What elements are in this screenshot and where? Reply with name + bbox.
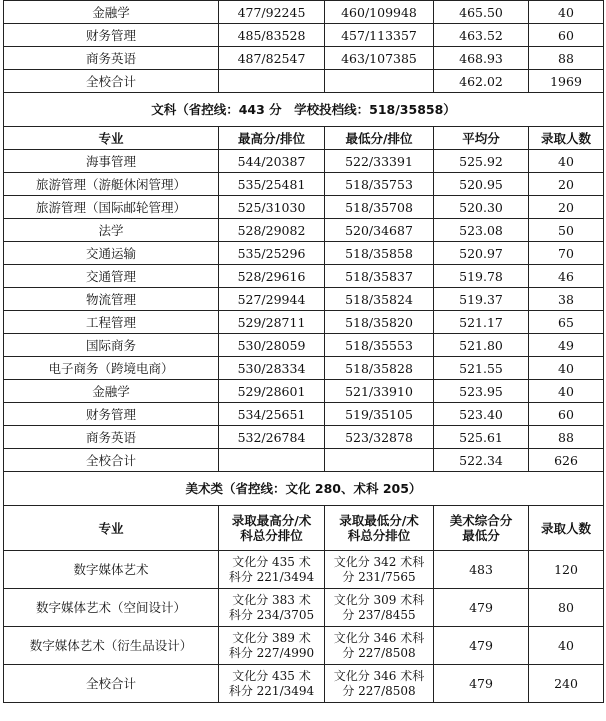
max-score-cell: 544/20387 [219, 150, 325, 173]
max-score-cell: 529/28601 [219, 380, 325, 403]
max-line2: 科分 227/4990 [228, 645, 315, 660]
major-cell: 交通运输 [4, 242, 219, 265]
count-cell: 120 [529, 551, 604, 589]
table-row [4, 219, 604, 242]
avg-score-cell: 523.40 [434, 403, 529, 426]
min-score-cell: 518/35553 [325, 334, 434, 357]
avg-score-cell: 521.55 [434, 357, 529, 380]
count-cell: 70 [529, 242, 604, 265]
header-max [219, 506, 325, 551]
avg-score-cell: 521.80 [434, 334, 529, 357]
art-score-cell: 483 [434, 551, 529, 589]
table-row [4, 24, 604, 47]
max-line2: 科分 234/3705 [228, 607, 315, 622]
count-cell: 40 [529, 357, 604, 380]
count-cell: 240 [529, 665, 604, 703]
header-major: 专业 [4, 127, 219, 150]
max-score-cell: 528/29082 [219, 219, 325, 242]
table-row [4, 627, 604, 665]
min-score-cell [325, 665, 434, 703]
count-cell: 50 [529, 219, 604, 242]
major-cell: 物流管理 [4, 288, 219, 311]
max-score-cell: 528/29616 [219, 265, 325, 288]
header-max-line1: 录取最高分/术 [231, 513, 312, 528]
count-cell: 40 [529, 1, 604, 24]
max-score-cell [219, 589, 325, 627]
table-row [4, 334, 604, 357]
header-count: 录取人数 [529, 506, 604, 551]
header-count: 录取人数 [529, 127, 604, 150]
avg-score-cell: 521.17 [434, 311, 529, 334]
count-cell: 49 [529, 334, 604, 357]
max-score-cell [219, 627, 325, 665]
table-row [4, 47, 604, 70]
major-cell: 商务英语 [4, 426, 219, 449]
major-cell: 金融学 [4, 380, 219, 403]
art-score-cell: 479 [434, 627, 529, 665]
max-score-cell [219, 70, 325, 93]
min-line1: 文化分 346 术科 [333, 668, 425, 683]
max-score-cell: 529/28711 [219, 311, 325, 334]
table-row [4, 150, 604, 173]
major-cell: 数字媒体艺术（空间设计） [4, 589, 219, 627]
max-score-cell: 527/29944 [219, 288, 325, 311]
min-score-cell: 518/35858 [325, 242, 434, 265]
admission-table [3, 0, 604, 703]
arts-section-title: 文科（省控线：443 分 学校投档线：518/35858） [4, 93, 604, 127]
count-cell: 626 [529, 449, 604, 472]
major-cell: 旅游管理（国际邮轮管理） [4, 196, 219, 219]
max-line2: 科分 221/3494 [228, 569, 315, 584]
count-cell: 40 [529, 627, 604, 665]
count-cell: 1969 [529, 70, 604, 93]
min-score-cell: 518/35837 [325, 265, 434, 288]
min-score-cell [325, 70, 434, 93]
max-score-cell: 535/25481 [219, 173, 325, 196]
count-cell: 88 [529, 47, 604, 70]
avg-score-cell: 520.30 [434, 196, 529, 219]
table-row [4, 242, 604, 265]
max-line1: 文化分 389 术 [232, 630, 311, 645]
table-row [4, 426, 604, 449]
avg-score-cell: 519.37 [434, 288, 529, 311]
min-line2: 分 227/8508 [342, 683, 416, 698]
min-score-cell: 518/35753 [325, 173, 434, 196]
min-score-cell: 518/35824 [325, 288, 434, 311]
min-score-cell: 522/33391 [325, 150, 434, 173]
max-score-cell: 532/26784 [219, 426, 325, 449]
count-cell: 65 [529, 311, 604, 334]
header-score-line1: 美术综合分 [449, 513, 513, 528]
header-row [4, 127, 604, 150]
avg-score-cell: 523.95 [434, 380, 529, 403]
major-cell: 全校合计 [4, 665, 219, 703]
avg-score-cell: 520.95 [434, 173, 529, 196]
max-score-cell: 485/83528 [219, 24, 325, 47]
min-score-cell: 520/34687 [325, 219, 434, 242]
min-score-cell [325, 589, 434, 627]
count-cell: 80 [529, 589, 604, 627]
table-row [4, 311, 604, 334]
count-cell: 46 [529, 265, 604, 288]
max-score-cell: 530/28059 [219, 334, 325, 357]
avg-score-cell: 525.92 [434, 150, 529, 173]
table-row [4, 1, 604, 24]
fine-arts-section-title: 美术类（省控线：文化 280、术科 205） [4, 472, 604, 506]
min-line2: 分 237/8455 [342, 607, 416, 622]
header-avg: 平均分 [434, 127, 529, 150]
max-score-cell [219, 665, 325, 703]
avg-score-cell: 520.97 [434, 242, 529, 265]
count-cell: 60 [529, 403, 604, 426]
count-cell: 40 [529, 380, 604, 403]
max-score-cell [219, 551, 325, 589]
min-line1: 文化分 346 术科 [333, 630, 425, 645]
art-score-cell: 479 [434, 589, 529, 627]
min-score-cell: 518/35820 [325, 311, 434, 334]
header-min-line1: 录取最低分/术 [339, 513, 419, 528]
min-score-cell [325, 449, 434, 472]
major-cell: 海事管理 [4, 150, 219, 173]
min-line2: 分 231/7565 [342, 569, 416, 584]
major-cell: 全校合计 [4, 449, 219, 472]
count-cell: 20 [529, 196, 604, 219]
header-min [325, 506, 434, 551]
table-row [4, 357, 604, 380]
avg-score-cell: 462.02 [434, 70, 529, 93]
min-line1: 文化分 342 术科 [333, 554, 425, 569]
min-score-cell: 457/113357 [325, 24, 434, 47]
max-line1: 文化分 435 术 [232, 554, 311, 569]
max-score-cell: 534/25651 [219, 403, 325, 426]
table-row-total [4, 449, 604, 472]
table-row [4, 551, 604, 589]
avg-score-cell: 519.78 [434, 265, 529, 288]
major-cell: 工程管理 [4, 311, 219, 334]
count-cell: 60 [529, 24, 604, 47]
major-cell: 商务英语 [4, 47, 219, 70]
header-max: 最高分/排位 [219, 127, 325, 150]
avg-score-cell: 468.93 [434, 47, 529, 70]
min-score-cell: 518/35828 [325, 357, 434, 380]
major-cell: 金融学 [4, 1, 219, 24]
table-row [4, 196, 604, 219]
major-cell: 国际商务 [4, 334, 219, 357]
table-row [4, 589, 604, 627]
header-score [434, 506, 529, 551]
major-cell: 全校合计 [4, 70, 219, 93]
avg-score-cell: 525.61 [434, 426, 529, 449]
major-cell: 数字媒体艺术 [4, 551, 219, 589]
table-row-total [4, 665, 604, 703]
min-line1: 文化分 309 术科 [333, 592, 425, 607]
max-score-cell [219, 449, 325, 472]
section-title-row [4, 472, 604, 506]
major-cell: 电子商务（跨境电商） [4, 357, 219, 380]
major-cell: 法学 [4, 219, 219, 242]
avg-score-cell: 463.52 [434, 24, 529, 47]
header-min: 最低分/排位 [325, 127, 434, 150]
table-row [4, 380, 604, 403]
section-title-row [4, 93, 604, 127]
major-cell: 财务管理 [4, 24, 219, 47]
header-row [4, 506, 604, 551]
table-row [4, 403, 604, 426]
min-score-cell: 519/35105 [325, 403, 434, 426]
max-line2: 科分 221/3494 [228, 683, 315, 698]
major-cell: 交通管理 [4, 265, 219, 288]
major-cell: 财务管理 [4, 403, 219, 426]
avg-score-cell: 465.50 [434, 1, 529, 24]
min-score-cell: 463/107385 [325, 47, 434, 70]
avg-score-cell: 522.34 [434, 449, 529, 472]
max-score-cell: 530/28334 [219, 357, 325, 380]
count-cell: 40 [529, 150, 604, 173]
min-line2: 分 227/8508 [342, 645, 416, 660]
count-cell: 38 [529, 288, 604, 311]
max-score-cell: 487/82547 [219, 47, 325, 70]
min-score-cell: 518/35708 [325, 196, 434, 219]
count-cell: 88 [529, 426, 604, 449]
max-score-cell: 477/92245 [219, 1, 325, 24]
max-score-cell: 535/25296 [219, 242, 325, 265]
max-score-cell: 525/31030 [219, 196, 325, 219]
min-score-cell: 523/32878 [325, 426, 434, 449]
min-score-cell [325, 627, 434, 665]
table-row [4, 173, 604, 196]
min-score-cell: 460/109948 [325, 1, 434, 24]
major-cell: 数字媒体艺术（衍生品设计） [4, 627, 219, 665]
table-row-total [4, 70, 604, 93]
art-score-cell: 479 [434, 665, 529, 703]
min-score-cell [325, 551, 434, 589]
header-max-line2: 科总分排位 [240, 528, 303, 543]
min-score-cell: 521/33910 [325, 380, 434, 403]
header-major: 专业 [4, 506, 219, 551]
major-cell: 旅游管理（游艇休闲管理） [4, 173, 219, 196]
header-min-line2: 科总分排位 [347, 528, 411, 543]
max-line1: 文化分 383 术 [232, 592, 311, 607]
header-score-line2: 最低分 [462, 528, 500, 543]
max-line1: 文化分 435 术 [232, 668, 311, 683]
table-row [4, 288, 604, 311]
avg-score-cell: 523.08 [434, 219, 529, 242]
table-row [4, 265, 604, 288]
count-cell: 20 [529, 173, 604, 196]
